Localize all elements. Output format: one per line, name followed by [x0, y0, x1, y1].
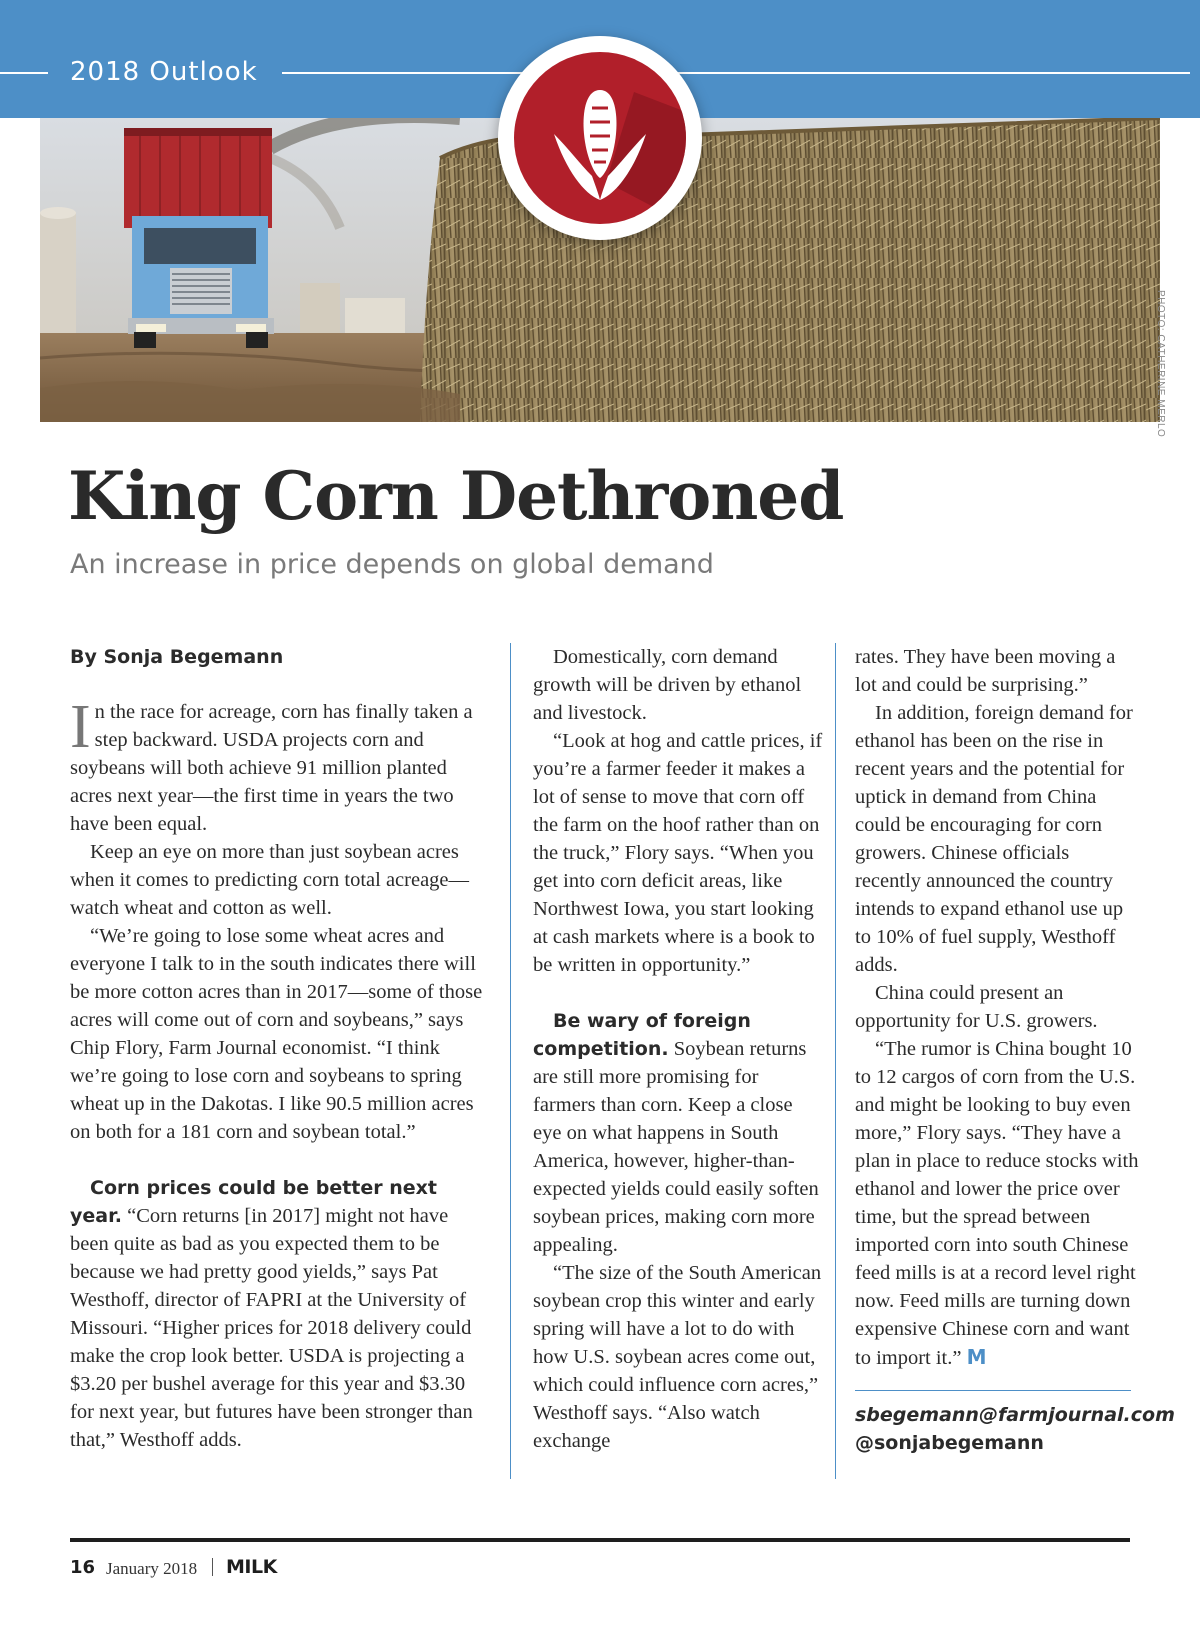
article-column-3 — [855, 643, 1175, 1457]
paragraph: Domestically, corn demand growth will be driven by ethanol and livestock. — [533, 646, 802, 724]
section-badge — [498, 36, 702, 240]
paragraph-text: Soybean returns are still more promising for farmers than corn. Keep a close eye on what happens in South America, however, higher-than-expected yields could easily soften soybean prices, making corn more appealing. — [533, 1038, 819, 1256]
column-divider — [835, 643, 836, 1479]
footer-separator — [212, 1558, 213, 1576]
page-number: 16 — [70, 1557, 96, 1578]
issue-date: January 2018 — [106, 1559, 198, 1578]
contact-divider — [855, 1390, 1131, 1391]
drop-cap: I — [70, 693, 91, 761]
paragraph: “The size of the South American soybean crop this winter and early spring will have a lot to do with how U.S. soybean acres come out, which could influence corn acres,” Westhoff says. “Also watch exchange — [533, 1262, 822, 1452]
paragraph: Keep an eye on more than just soybean acres when it comes to predicting corn total acreage—watch wheat and cotton as well. — [70, 841, 470, 919]
paragraph-text: n the race for acreage, corn has finally taken a step backward. USDA projects corn and soybeans will both achieve 91 million planted acres next year—the first time in years the two have been equal. — [70, 701, 473, 835]
header-rule-right — [282, 72, 1190, 74]
photo-credit: PHOTO: CATHERINE MERLO — [1155, 290, 1166, 438]
paragraph — [855, 1035, 1140, 1372]
paragraph-text: “The rumor is China bought 10 to 12 cargos of corn from the U.S. and might be looking to buy even more,” Flory says. “They have a plan in place to reduce stocks with ethanol and lower the price over time, but the spread between imported corn into south Chinese feed mills is at a record level right now. Feed mills are turning down expensive Chinese corn and want to import it.” — [855, 1038, 1139, 1369]
column-divider — [510, 643, 511, 1479]
subhead: Corn prices could be better next year. — [70, 1177, 438, 1227]
byline: By Sonja Begemann — [70, 646, 284, 668]
subhead: Be wary of foreign competition. — [533, 1010, 751, 1060]
article-column-2 — [533, 643, 823, 1455]
paragraph: “Look at hog and cattle prices, if you’re a farmer feeder it makes a lot of sense to move that corn off the farm on the hoof rather than on the truck,” Flory says. “When you get into corn deficit areas, like Northwest Iowa, you start looking at cash markets where is a book to be written in opportunity.” — [533, 730, 823, 976]
header-rule-left — [0, 72, 48, 74]
article-column-1 — [70, 643, 490, 1454]
badge-circle — [514, 52, 686, 224]
article-subtitle: An increase in price depends on global demand — [70, 549, 714, 580]
author-contact — [855, 1401, 1175, 1457]
paragraph: rates. They have been moving a lot and could be surprising.” — [855, 646, 1116, 696]
footer-rule — [70, 1538, 1130, 1542]
end-mark: M — [966, 1345, 987, 1369]
corn-icon — [514, 52, 686, 224]
paragraph: “We’re going to lose some wheat acres and everyone I talk to in the south indicates there will be more cotton acres than in 2017—some of those acres will come out of corn and soybeans,” says Chip Flory, Farm Journal economist. “I think we’re going to lose corn and soybeans to spring wheat up in the Dakotas. I like 90.5 million acres on both for a 181 corn and soybean total.” — [70, 925, 483, 1143]
paragraph — [70, 1174, 490, 1454]
paragraph-text: “Corn returns [in 2017] might not have been quite as bad as you expected them to be because we had pretty good yields,” says Pat Westhoff, director of FAPRI at the University of Missouri. “Higher prices for 2018 delivery could make the crop look better. USDA is projecting a $3.20 per bushel average for this year and $3.30 for next year, but futures have been stronger than that,” Westhoff adds. — [70, 1205, 473, 1451]
magazine-logo: MILK — [226, 1556, 277, 1578]
section-label: 2018 Outlook — [70, 57, 258, 87]
author-handle[interactable]: @sonjabegemann — [855, 1432, 1044, 1454]
paragraph-gap — [70, 1146, 490, 1174]
author-email[interactable]: sbegemann@farmjournal.com — [855, 1404, 1175, 1426]
paragraph — [533, 1007, 823, 1259]
paragraph — [70, 693, 490, 838]
paragraph-gap — [533, 979, 823, 1007]
paragraph: China could present an opportunity for U.S. growers. — [855, 982, 1098, 1032]
article-title: King Corn Dethroned — [68, 457, 844, 535]
paragraph: In addition, foreign demand for ethanol has been on the rise in recent years and the potential for uptick in demand from China could be encouraging for corn growers. Chinese officials recently announced the country intends to expand ethanol use up to 10% of fuel supply, Westhoff adds. — [855, 702, 1133, 976]
